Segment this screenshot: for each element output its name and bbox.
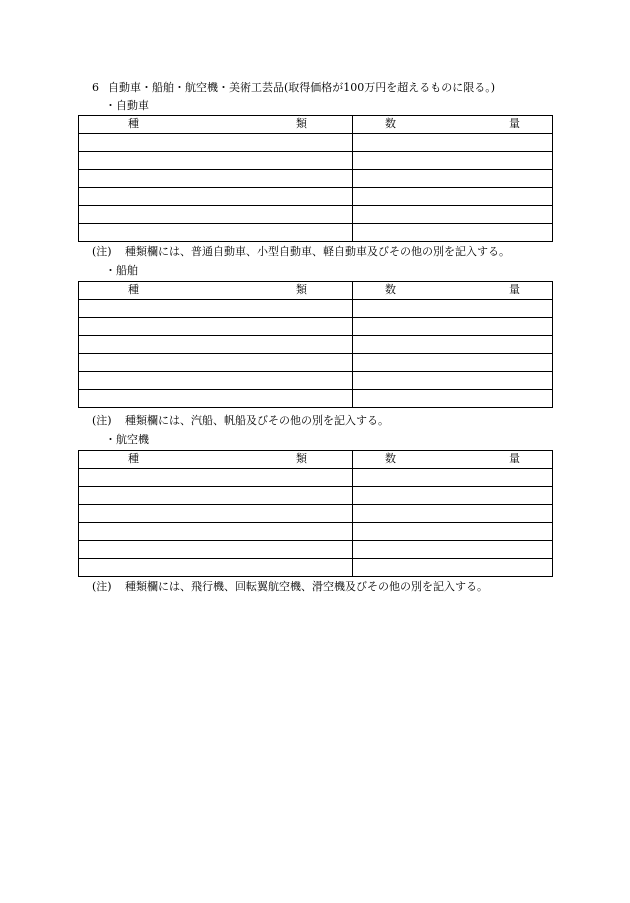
kind-cell[interactable] xyxy=(79,372,353,390)
quantity-cell[interactable] xyxy=(353,390,553,408)
table-row xyxy=(79,300,553,318)
table-header-row xyxy=(79,116,553,134)
quantity-cell[interactable] xyxy=(353,354,553,372)
table-row xyxy=(79,372,553,390)
kind-header-char-2: 類 xyxy=(296,117,307,130)
quantity-header-char-1: 数 xyxy=(385,283,396,296)
quantity-cell[interactable] xyxy=(353,224,553,242)
kind-cell[interactable] xyxy=(79,152,353,170)
quantity-header-char-1: 数 xyxy=(385,117,396,130)
quantity-cell[interactable] xyxy=(353,487,553,505)
kind-cell[interactable] xyxy=(79,318,353,336)
quantity-cell[interactable] xyxy=(353,188,553,206)
table-row xyxy=(79,523,553,541)
kind-cell[interactable] xyxy=(79,505,353,523)
table-row xyxy=(79,336,553,354)
table-row xyxy=(79,134,553,152)
kind-cell[interactable] xyxy=(79,523,353,541)
kind-header xyxy=(79,116,353,134)
subsection-label-automobile: ・自動車 xyxy=(105,99,149,112)
kind-cell[interactable] xyxy=(79,559,353,577)
kind-cell[interactable] xyxy=(79,300,353,318)
automobile-note xyxy=(92,245,510,259)
table-row xyxy=(79,541,553,559)
kind-header-char-1: 種 xyxy=(128,452,139,465)
quantity-cell[interactable] xyxy=(353,372,553,390)
quantity-header-char-2: 量 xyxy=(509,117,520,130)
quantity-cell[interactable] xyxy=(353,523,553,541)
kind-header-char-1: 種 xyxy=(128,283,139,296)
kind-cell[interactable] xyxy=(79,170,353,188)
kind-cell[interactable] xyxy=(79,354,353,372)
table-row xyxy=(79,505,553,523)
quantity-header-char-2: 量 xyxy=(509,283,520,296)
kind-header xyxy=(79,451,353,469)
quantity-cell[interactable] xyxy=(353,541,553,559)
aircraft-note xyxy=(92,580,488,594)
quantity-header xyxy=(353,282,553,300)
section-title: 自動車・船舶・航空機・美術工芸品(取得価格が100万円を超えるものに限る。) xyxy=(108,81,496,94)
table-row xyxy=(79,188,553,206)
quantity-cell[interactable] xyxy=(353,300,553,318)
quantity-cell[interactable] xyxy=(353,206,553,224)
kind-cell[interactable] xyxy=(79,336,353,354)
ship-table xyxy=(78,281,553,408)
table-row xyxy=(79,318,553,336)
ship-note xyxy=(92,414,389,428)
kind-cell[interactable] xyxy=(79,188,353,206)
note-tag: (注) xyxy=(92,414,112,427)
kind-cell[interactable] xyxy=(79,224,353,242)
section-number: 6 xyxy=(92,81,99,94)
kind-header xyxy=(79,282,353,300)
table-row xyxy=(79,487,553,505)
quantity-header xyxy=(353,451,553,469)
table-header-row xyxy=(79,451,553,469)
kind-header-char-2: 類 xyxy=(296,452,307,465)
table-row xyxy=(79,224,553,242)
quantity-cell[interactable] xyxy=(353,170,553,188)
subsection-label-aircraft: ・航空機 xyxy=(105,433,149,446)
note-text: 種類欄には、汽船、帆船及びその他の別を記入する。 xyxy=(125,414,389,427)
quantity-cell[interactable] xyxy=(353,152,553,170)
quantity-header-char-1: 数 xyxy=(385,452,396,465)
note-tag: (注) xyxy=(92,245,112,258)
kind-cell[interactable] xyxy=(79,469,353,487)
automobile-table xyxy=(78,115,553,242)
quantity-cell[interactable] xyxy=(353,559,553,577)
table-row xyxy=(79,559,553,577)
note-text: 種類欄には、普通自動車、小型自動車、軽自動車及びその他の別を記入する。 xyxy=(125,245,510,258)
note-text: 種類欄には、飛行機、回転翼航空機、滑空機及びその他の別を記入する。 xyxy=(125,580,488,593)
quantity-cell[interactable] xyxy=(353,505,553,523)
quantity-cell[interactable] xyxy=(353,469,553,487)
quantity-cell[interactable] xyxy=(353,336,553,354)
kind-cell[interactable] xyxy=(79,134,353,152)
table-row xyxy=(79,469,553,487)
section-heading xyxy=(92,81,495,95)
table-row xyxy=(79,206,553,224)
table-header-row xyxy=(79,282,553,300)
table-row xyxy=(79,152,553,170)
kind-cell[interactable] xyxy=(79,206,353,224)
table-row xyxy=(79,354,553,372)
subsection-label-ship: ・船舶 xyxy=(105,264,138,277)
table-row xyxy=(79,390,553,408)
table-row xyxy=(79,170,553,188)
quantity-cell[interactable] xyxy=(353,318,553,336)
kind-cell[interactable] xyxy=(79,390,353,408)
kind-header-char-2: 類 xyxy=(296,283,307,296)
kind-cell[interactable] xyxy=(79,541,353,559)
note-tag: (注) xyxy=(92,580,112,593)
kind-cell[interactable] xyxy=(79,487,353,505)
quantity-header xyxy=(353,116,553,134)
quantity-header-char-2: 量 xyxy=(509,452,520,465)
kind-header-char-1: 種 xyxy=(128,117,139,130)
aircraft-table xyxy=(78,450,553,577)
quantity-cell[interactable] xyxy=(353,134,553,152)
